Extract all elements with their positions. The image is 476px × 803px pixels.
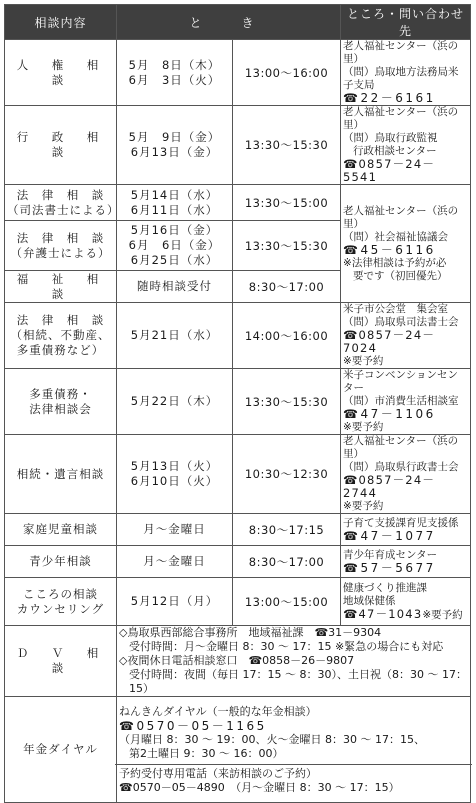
- contact-cell: [341, 435, 471, 514]
- date-line: 5月16日（金）: [130, 223, 219, 237]
- header-when: と き: [117, 5, 341, 40]
- category-cell: [5, 369, 117, 435]
- note-line: ※要予約: [343, 421, 384, 433]
- category-line: 法律相談会: [29, 401, 92, 416]
- table-row: [5, 546, 471, 578]
- category-cell: 家庭児童相談: [5, 514, 117, 546]
- category-cell: 青少年相談: [5, 546, 117, 578]
- contact-line: 子育て支援課育児支援係: [343, 516, 459, 529]
- table-row: [5, 435, 471, 514]
- phone-number: ☎57－5677: [343, 560, 436, 575]
- date-line: 6月 3日（火）: [128, 72, 221, 87]
- category-line: 法 律 相 談: [16, 187, 105, 202]
- category-cell: 年金ダイヤル: [5, 697, 117, 803]
- contact-line: 米子市公会堂 集会室: [343, 303, 449, 315]
- date-cell: 5月22日（木）: [117, 369, 233, 435]
- dv-line: 受付時間：夜間（毎日 17：15 ～ 8：30）、土日祝（8：30 ～ 17：15）: [129, 668, 467, 695]
- date-line: 5月 8日（木）: [128, 57, 221, 72]
- contact-line: 地域保健係: [343, 594, 396, 607]
- phone-number: ☎0857－24－2744: [343, 473, 436, 500]
- time-cell: 13:30～15:30: [233, 369, 341, 435]
- category-cell: 福 祉 相 談: [5, 271, 117, 303]
- table-row: [5, 369, 471, 435]
- phone-number: ☎0857－24－5541: [343, 157, 436, 184]
- pension-line: 第2土曜日 9：30 ～ 16：00）: [129, 746, 284, 760]
- time-cell: 10:30～12:30: [233, 435, 341, 514]
- header-category: 相談内容: [5, 5, 117, 40]
- date-line: 6月 6日（金）: [128, 238, 221, 252]
- phone-number: ☎47－1077: [343, 528, 436, 543]
- dv-line: ◇夜間休日電話相談窓口 ☎0858－26－9807: [119, 654, 355, 667]
- contact-line: 青少年育成センター: [343, 548, 438, 561]
- date-cell: [117, 221, 233, 271]
- contact-line: （問）鳥取県司法書士会: [343, 316, 459, 328]
- category-line: カウンセリング: [16, 601, 105, 616]
- date-line: 6月13日（金）: [130, 145, 219, 159]
- table-row: [5, 185, 471, 221]
- date-line: 5月 9日（金）: [128, 130, 221, 144]
- consultation-table: [4, 4, 471, 803]
- pension-line: ☎0570－05－4890 （月～金曜日 8：30 ～ 17：15）: [119, 780, 400, 794]
- time-cell: 13:00～16:00: [233, 40, 341, 106]
- table-row: [5, 106, 471, 185]
- date-cell: [117, 185, 233, 221]
- date-cell: 月～金曜日: [117, 546, 233, 578]
- table-row-dv: [5, 626, 471, 697]
- contact-line: （問）鳥取地方法務局米子支局: [343, 66, 459, 91]
- pension-details-cell: [117, 697, 471, 803]
- note-line: ※要予約: [343, 355, 384, 367]
- time-cell: 13:30～15:30: [233, 106, 341, 185]
- contact-line: （問）社会福祉協議会: [343, 230, 449, 243]
- category-line: 多重債務・: [29, 386, 92, 401]
- contact-line: 老人福祉センター（浜の里）: [343, 106, 459, 131]
- category-cell: 行 政 相 談: [5, 106, 117, 185]
- note-line: ※要予約: [422, 608, 463, 621]
- category-cell: [5, 578, 117, 626]
- time-cell: 8:30～17:00: [233, 271, 341, 303]
- date-cell: 5月21日（水）: [117, 303, 233, 369]
- date-cell: 5月12日（月）: [117, 578, 233, 626]
- date-line: 5月13日（火）: [130, 459, 219, 473]
- date-cell: [117, 435, 233, 514]
- phone-number: ☎47－1106: [343, 407, 436, 421]
- contact-cell: [341, 514, 471, 546]
- phone-line: [343, 608, 468, 622]
- dv-line: 受付時間：月～金曜日 8：30 ～ 17：15 ※緊急の場合にも対応: [129, 640, 444, 653]
- time-cell: 8:30～17:00: [233, 546, 341, 578]
- category-line: （相続、不動産、: [10, 328, 111, 342]
- contact-line: 健康づくり推進課: [343, 581, 428, 594]
- category-line: （司法書士による）: [7, 202, 120, 217]
- date-cell: [117, 106, 233, 185]
- contact-cell: [341, 106, 471, 185]
- contact-line: 老人福祉センター（浜の里）: [343, 204, 459, 230]
- table-header-row: [5, 5, 471, 40]
- contact-cell: [341, 578, 471, 626]
- pension-line: （月曜日 8：30 ～ 19：00、火～金曜日 8：30 ～ 17：15、: [119, 732, 425, 746]
- category-line: 法 律 相 談: [16, 313, 105, 327]
- category-cell: [5, 221, 117, 271]
- contact-line: 老人福祉センター（浜の里）: [343, 40, 459, 65]
- category-line: （弁護士による）: [10, 245, 111, 260]
- category-line: 多重債務など）: [16, 343, 105, 357]
- time-cell: 8:30～17:15: [233, 514, 341, 546]
- date-line: 6月25日（水）: [130, 253, 219, 267]
- note-line: ※要予約: [343, 500, 384, 512]
- phone-number: ☎0570－05－1165: [119, 718, 267, 733]
- header-where: ところ・問い合わせ先: [341, 5, 471, 40]
- date-cell: [117, 40, 233, 106]
- contact-line: （問）鳥取行政監視: [343, 132, 438, 144]
- contact-line: 米子コンベンションセンター: [343, 369, 459, 394]
- table-row: [5, 578, 471, 626]
- contact-line: 老人福祉センター（浜の里）: [343, 435, 459, 460]
- dv-line: ◇鳥取県西部総合事務所 地域福祉課 ☎31－9304: [119, 626, 382, 639]
- shared-contact-cell: [341, 185, 471, 303]
- category-cell: 相続・遺言相談: [5, 435, 117, 514]
- category-cell: 人 権 相 談: [5, 40, 117, 106]
- category-cell: Ｄ Ｖ 相 談: [5, 626, 117, 697]
- note-line: 要です（初回優先）: [353, 269, 448, 282]
- table-row-pension: [5, 697, 471, 803]
- category-cell: [5, 303, 117, 369]
- contact-line: （問）鳥取県行政書士会: [343, 461, 459, 473]
- contact-line: （問）市消費生活相談室: [343, 395, 459, 407]
- phone-number: ☎45－6116: [343, 242, 436, 257]
- time-cell: 13:00～15:00: [233, 578, 341, 626]
- date-line: 5月14日（水）: [130, 187, 219, 202]
- time-cell: 13:30～15:30: [233, 221, 341, 271]
- phone-number: ☎47－1043: [343, 606, 423, 621]
- consultation-schedule: [4, 4, 470, 794]
- date-cell: 随時相談受付: [117, 271, 233, 303]
- contact-cell: [341, 303, 471, 369]
- phone-number: ☎0857－24－7024: [343, 328, 436, 355]
- note-line: ※法律相談は予約が必: [343, 256, 447, 269]
- dv-details-cell: [117, 626, 471, 697]
- date-line: 6月10日（火）: [130, 474, 219, 488]
- category-cell: [5, 185, 120, 221]
- table-row: [5, 514, 471, 546]
- pension-reservation: [115, 764, 472, 795]
- time-cell: 13:30～15:00: [233, 185, 341, 221]
- phone-number: ☎22－6161: [343, 91, 436, 105]
- date-line: 6月11日（水）: [130, 202, 219, 217]
- pension-line: ねんきんダイヤル（一般的な年金相談）: [119, 704, 317, 718]
- contact-cell: [341, 369, 471, 435]
- category-line: 法 律 相 談: [16, 230, 105, 245]
- table-row: [5, 40, 471, 106]
- date-cell: 月～金曜日: [117, 514, 233, 546]
- category-line: こころの相談: [23, 586, 98, 601]
- time-cell: 14:00～16:00: [233, 303, 341, 369]
- contact-cell: [341, 40, 471, 106]
- contact-line: 行政相談センター: [353, 145, 437, 157]
- pension-line: 予約受付専用電話（来訪相談のご予約）: [119, 766, 317, 780]
- table-row: [5, 303, 471, 369]
- contact-cell: [341, 546, 471, 578]
